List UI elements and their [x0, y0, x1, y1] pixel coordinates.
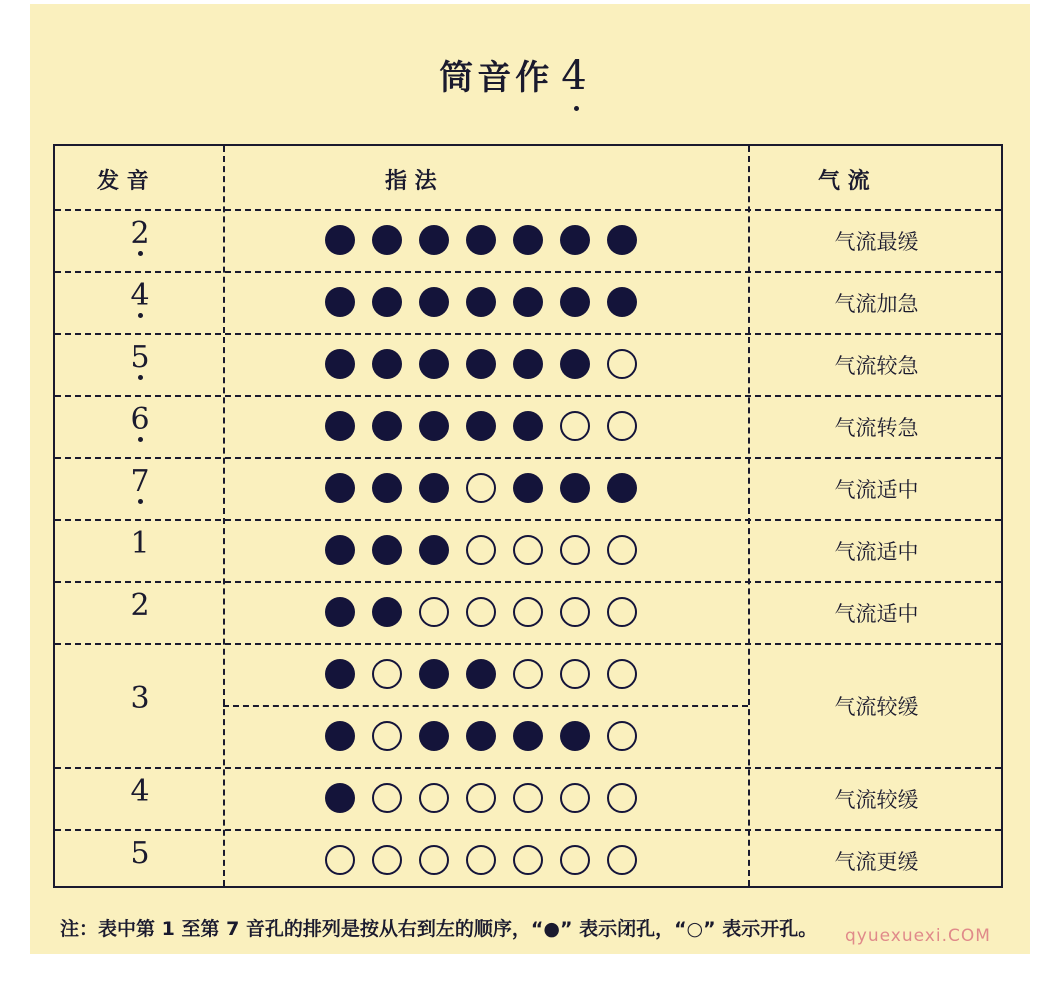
- hole-group: [325, 659, 637, 689]
- hole-group-alt: [325, 721, 637, 751]
- closed-hole: [325, 659, 355, 689]
- pitch-number: 2: [130, 588, 150, 623]
- closed-hole: [466, 287, 496, 317]
- airflow-cell: 气流最缓: [834, 230, 919, 254]
- open-hole: [419, 597, 449, 627]
- closed-hole: [513, 721, 543, 751]
- closed-hole: [419, 411, 449, 441]
- open-hole: [607, 411, 637, 441]
- hole-group: [325, 783, 637, 813]
- pitch-number: 7: [130, 464, 150, 499]
- header-pitch: 发 音: [97, 169, 149, 194]
- open-hole: [372, 721, 402, 751]
- closed-hole: [419, 287, 449, 317]
- closed-hole: [372, 473, 402, 503]
- open-hole: [607, 721, 637, 751]
- airflow-cell: 气流较缓: [834, 788, 919, 812]
- title-degree-number: 4: [561, 53, 591, 99]
- fingering-table: [53, 144, 1003, 888]
- title-degree: [561, 53, 590, 99]
- closed-hole: [513, 473, 543, 503]
- open-hole: [513, 845, 543, 875]
- closed-hole: [513, 287, 543, 317]
- pitch-number: 5: [130, 836, 150, 871]
- closed-hole: [513, 225, 543, 255]
- open-hole: [513, 535, 543, 565]
- title-text: 筒音作: [439, 58, 554, 98]
- closed-hole: [325, 411, 355, 441]
- open-hole: [607, 783, 637, 813]
- pitch-cell: [55, 681, 225, 716]
- closed-hole: [372, 225, 402, 255]
- closed-hole: [513, 411, 543, 441]
- closed-hole: [560, 473, 590, 503]
- closed-hole: [325, 535, 355, 565]
- airflow-cell: 气流更缓: [834, 850, 919, 874]
- closed-hole: [419, 473, 449, 503]
- pitch-cell: [55, 774, 225, 809]
- table-row: [55, 333, 1001, 395]
- closed-hole: [607, 225, 637, 255]
- table-row: [55, 457, 1001, 519]
- closed-hole: [419, 721, 449, 751]
- chart-title: [0, 50, 1030, 99]
- closed-hole: [466, 721, 496, 751]
- closed-hole: [419, 349, 449, 379]
- table-header: [55, 146, 1001, 209]
- closed-hole: [419, 535, 449, 565]
- pitch-cell: [55, 464, 225, 504]
- closed-hole: [466, 659, 496, 689]
- open-hole: [607, 659, 637, 689]
- open-hole: [372, 783, 402, 813]
- pitch-cell: [55, 588, 225, 623]
- pitch-number: 1: [130, 526, 150, 561]
- table-row: [55, 643, 1001, 767]
- open-hole: [513, 597, 543, 627]
- table-row: [55, 767, 1001, 829]
- hole-group: [325, 845, 637, 875]
- low-octave-dot: [138, 251, 143, 256]
- open-hole: [466, 845, 496, 875]
- hole-group: [325, 349, 637, 379]
- closed-hole: [466, 349, 496, 379]
- open-hole: [372, 845, 402, 875]
- airflow-cell: 气流转急: [834, 416, 919, 440]
- open-hole: [560, 845, 590, 875]
- closed-hole: [560, 287, 590, 317]
- closed-hole: [325, 225, 355, 255]
- closed-hole: [466, 225, 496, 255]
- low-octave-dot: [138, 437, 143, 442]
- hole-group: [325, 473, 637, 503]
- closed-hole: [325, 473, 355, 503]
- table-row: [55, 271, 1001, 333]
- open-hole: [560, 535, 590, 565]
- open-hole: [466, 597, 496, 627]
- open-hole: [607, 349, 637, 379]
- pitch-cell: [55, 526, 225, 561]
- open-hole: [419, 783, 449, 813]
- airflow-cell: 气流适中: [834, 540, 919, 564]
- pitch-number: 3: [130, 681, 150, 716]
- pitch-cell: [55, 278, 225, 318]
- low-octave-dot: [138, 313, 143, 318]
- open-hole: [325, 845, 355, 875]
- table-row: [55, 395, 1001, 457]
- open-hole: [513, 659, 543, 689]
- closed-hole: [513, 349, 543, 379]
- table-row: [55, 581, 1001, 643]
- closed-hole: [372, 597, 402, 627]
- open-hole: [513, 783, 543, 813]
- open-hole: [466, 535, 496, 565]
- open-hole: [607, 597, 637, 627]
- header-fingering: 指 法: [385, 169, 437, 194]
- low-octave-dot: [138, 499, 143, 504]
- closed-hole: [419, 659, 449, 689]
- low-octave-dot: [138, 375, 143, 380]
- airflow-cell: 气流适中: [834, 478, 919, 502]
- hole-group: [325, 287, 637, 317]
- hole-group: [325, 225, 637, 255]
- airflow-cell: 气流较缓: [834, 695, 919, 719]
- footnote: 注：表中第 1 至第 7 音孔的排列是按从右到左的顺序，“●” 表示闭孔，“○” 表示开孔。: [60, 918, 818, 940]
- open-hole: [466, 473, 496, 503]
- table-row: [55, 519, 1001, 581]
- closed-hole: [325, 783, 355, 813]
- closed-hole: [325, 597, 355, 627]
- watermark: qyuexuexi.COM: [845, 926, 991, 946]
- open-hole: [560, 659, 590, 689]
- airflow-cell: 气流较急: [834, 354, 919, 378]
- open-hole: [419, 845, 449, 875]
- pitch-cell: [55, 402, 225, 442]
- table-row: [55, 829, 1001, 891]
- closed-hole: [372, 287, 402, 317]
- airflow-cell: 气流适中: [834, 602, 919, 626]
- pitch-number: 4: [130, 774, 150, 809]
- closed-hole: [325, 287, 355, 317]
- table-row: [55, 209, 1001, 271]
- closed-hole: [325, 349, 355, 379]
- header-airflow: 气 流: [818, 169, 870, 194]
- pitch-number: 5: [130, 340, 150, 375]
- open-hole: [372, 659, 402, 689]
- airflow-cell: 气流加急: [834, 292, 919, 316]
- sub-row-divider: [223, 705, 748, 707]
- open-hole: [560, 411, 590, 441]
- hole-group: [325, 535, 637, 565]
- pitch-number: 2: [130, 216, 150, 251]
- open-hole: [466, 783, 496, 813]
- hole-group: [325, 411, 637, 441]
- open-hole: [607, 535, 637, 565]
- open-hole: [560, 597, 590, 627]
- pitch-number: 6: [130, 402, 150, 437]
- low-octave-dot: [574, 106, 579, 111]
- closed-hole: [372, 535, 402, 565]
- open-hole: [607, 845, 637, 875]
- closed-hole: [607, 287, 637, 317]
- pitch-cell: [55, 216, 225, 256]
- closed-hole: [372, 411, 402, 441]
- closed-hole: [560, 225, 590, 255]
- pitch-cell: [55, 836, 225, 871]
- closed-hole: [325, 721, 355, 751]
- open-hole: [560, 783, 590, 813]
- pitch-number: 4: [130, 278, 150, 313]
- closed-hole: [466, 411, 496, 441]
- closed-hole: [560, 721, 590, 751]
- closed-hole: [372, 349, 402, 379]
- closed-hole: [560, 349, 590, 379]
- hole-group: [325, 597, 637, 627]
- pitch-cell: [55, 340, 225, 380]
- closed-hole: [419, 225, 449, 255]
- closed-hole: [607, 473, 637, 503]
